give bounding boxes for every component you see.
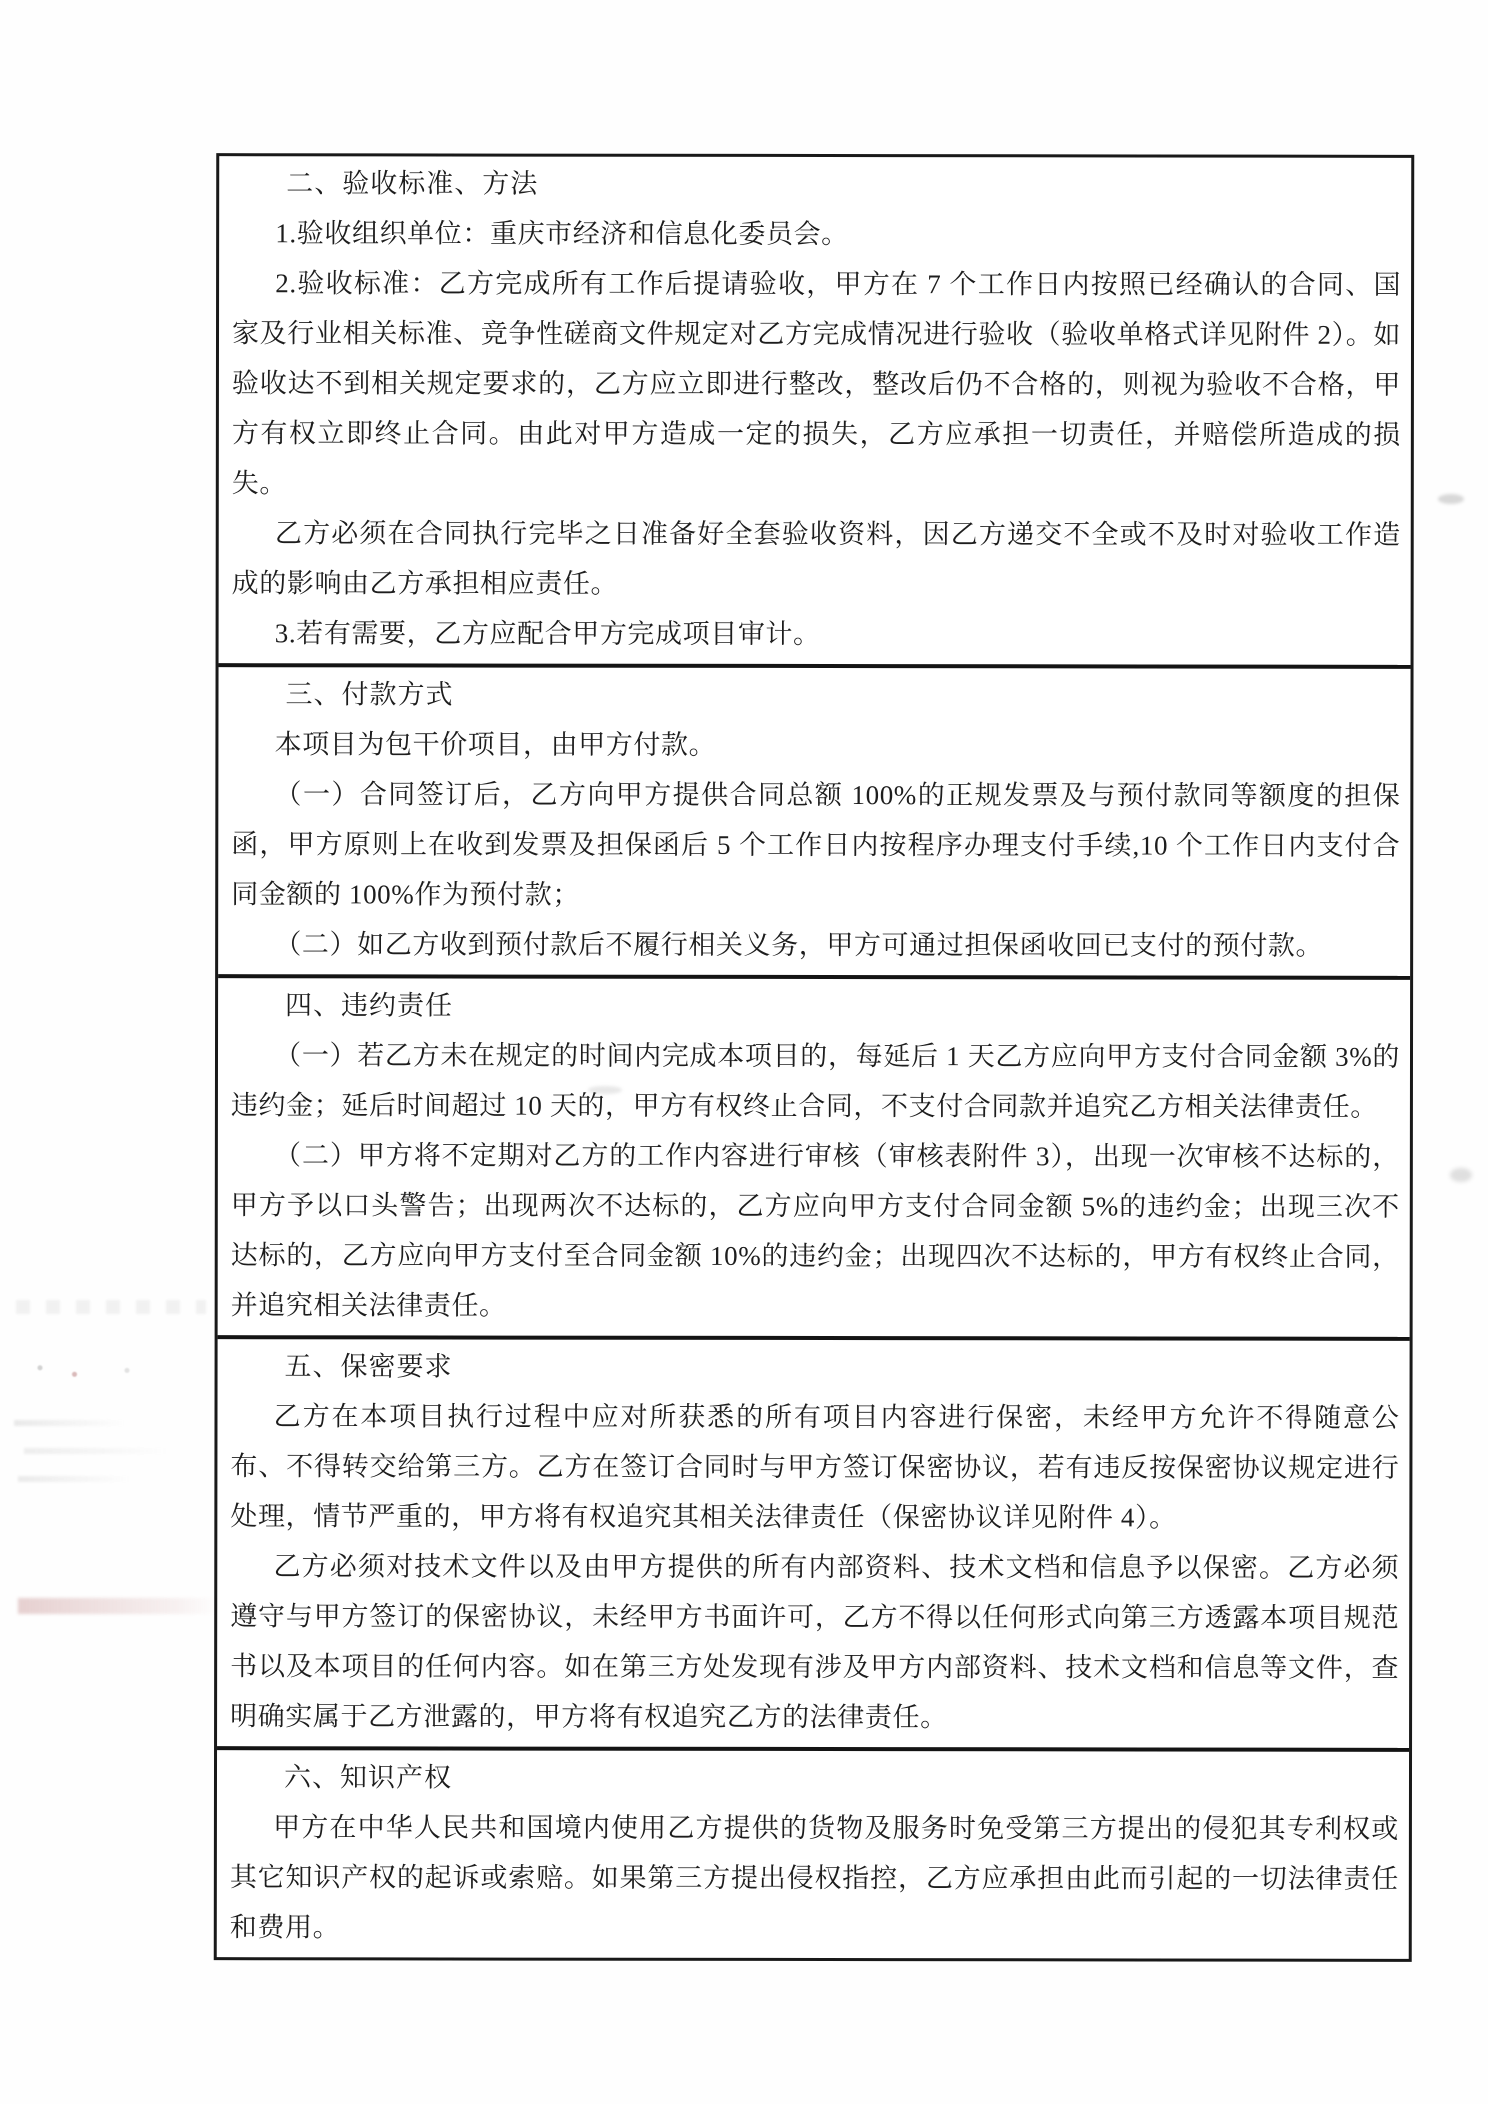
contract-paragraph: 甲方在中华人民共和国境内使用乙方提供的货物及服务时免受第三方提出的侵犯其专利权或其它知识产权的起诉或索赔。如果第三方提出侵权指控，乙方应承担由此而引起的一切法律责任和费用。 xyxy=(229,1812,1399,1943)
contract-paragraph: （二）如乙方收到预付款后不履行相关义务，甲方可通过担保函收回已支付的预付款。 xyxy=(274,929,1324,961)
contract-paragraph: 3.若有需要，乙方应配合甲方完成项目审计。 xyxy=(274,618,821,650)
contract-paragraph: 乙方在本项目执行过程中应对所获悉的所有项目内容进行保密，未经甲方允许不得随意公布、不得转交给第三方。乙方在签订合同时与甲方签订保密协议，若有违反按保密协议规定进行处理，情节严重的，甲方将有权追究其相关法律责任（保密协议详见附件 4）。 xyxy=(230,1401,1400,1533)
contract-paragraph: （一）合同签订后，乙方向甲方提供合同总额 100%的正规发票及与预付款同等额度的担保函，甲方原则上在收到发票及担保函后 5 个工作日内按程序办理支付手续,10 个工作日内支付合同金额的 100%作为预付款； xyxy=(231,779,1401,910)
section-acceptance xyxy=(219,156,1412,665)
contract-paragraph: （二）甲方将不定期对乙方的工作内容进行审核（审核表附件 3），出现一次审核不达标的，甲方予以口头警告；出现两次不达标的，乙方应向甲方支付合同金额 5%的违约金；出现三次不达标的，乙方应向甲方支付至合同金额 10%的违约金；出现四次不达标的，甲方有权终止合同，并追究相关法律责任。 xyxy=(230,1140,1400,1321)
scan-artifact xyxy=(14,1412,214,1502)
scan-artifact xyxy=(22,1360,172,1386)
contract-paragraph: 1.验收组织单位：重庆市经济和信息化委员会。 xyxy=(275,218,849,250)
scan-artifact xyxy=(18,1598,218,1614)
contract-paragraph: 乙方必须在合同执行完毕之日准备好全套验收资料，因乙方递交不全或不及时对验收工作造成的影响由乙方承担相应责任。 xyxy=(231,518,1401,599)
section-confidentiality xyxy=(217,1335,1410,1748)
section-title: 六、知识产权 xyxy=(283,1762,453,1793)
contract-paragraph: 本项目为包干价项目，由甲方付款。 xyxy=(274,729,717,760)
scan-artifact xyxy=(1450,1168,1472,1182)
section-title: 三、付款方式 xyxy=(285,679,454,710)
section-breach-liability xyxy=(218,974,1411,1337)
section-payment xyxy=(218,663,1410,976)
scan-artifact xyxy=(1438,494,1464,504)
contract-table xyxy=(214,153,1415,1962)
section-title: 二、验收标准、方法 xyxy=(286,168,539,199)
section-intellectual-property xyxy=(217,1746,1409,1959)
contract-paragraph: 2.验收标准：乙方完成所有工作后提请验收，甲方在 7 个工作日内按照已经确认的合同、国家及行业相关标准、竞争性磋商文件规定对乙方完成情况进行验收（验收单格式详见附件 2）。如验收达不到相关规定要求的，乙方应立即进行整改，整改后仍不合格的，则视为验收不合格，甲方有权立即终止合同。由此对甲方造成一定的损失，乙方应承担一切责任，并赔偿所造成的损失。 xyxy=(231,268,1402,499)
section-title: 四、违约责任 xyxy=(285,990,454,1021)
contract-paragraph: （一）若乙方未在规定的时间内完成本项目的，每延后 1 天乙方应向甲方支付合同金额 3%的违约金；延后时间超过 10 天的，甲方有权终止合同，不支付合同款并追究乙方相关法律责任。 xyxy=(230,1040,1401,1122)
contract-paragraph: 乙方必须对技术文件以及由甲方提供的所有内部资料、技术文档和信息予以保密。乙方必须遵守与甲方签订的保密协议，未经甲方书面许可，乙方不得以任何形式向第三方透露本项目规范书以及本项目的任何内容。如在第三方处发现有涉及甲方内部资料、技术文档和信息等文件，查明确实属于乙方泄露的，甲方将有权追究乙方的法律责任。 xyxy=(230,1551,1400,1733)
scan-artifact xyxy=(16,1300,206,1314)
section-title: 五、保密要求 xyxy=(284,1351,453,1382)
